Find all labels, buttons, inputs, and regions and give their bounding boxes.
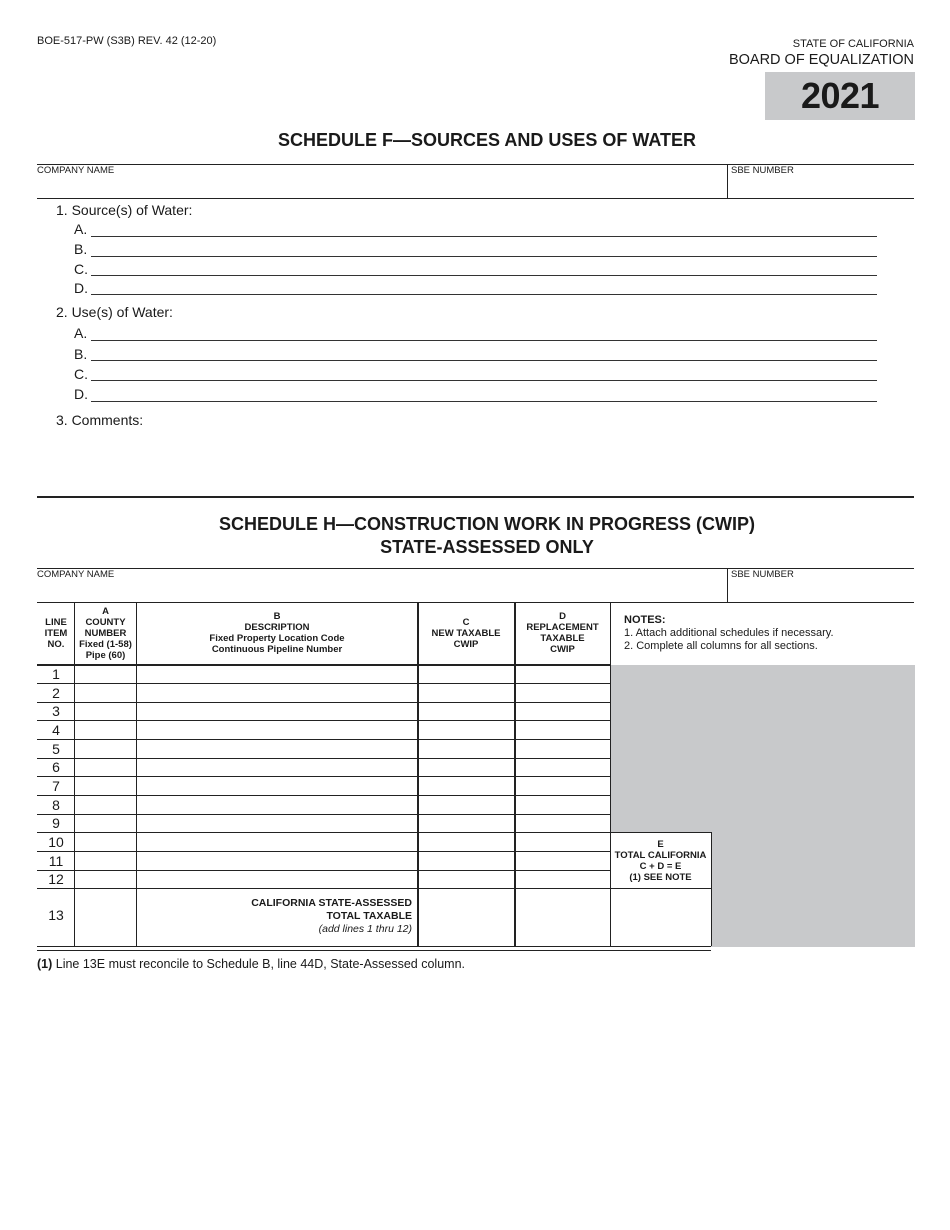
footnote: (1) Line 13E must reconcile to Schedule B, line 44D, State-Assessed column. <box>37 957 466 971</box>
q2-line-b[interactable] <box>91 360 877 361</box>
q2-line-d[interactable] <box>91 401 877 402</box>
company-name-label-h: COMPANY NAME <box>37 569 115 580</box>
q2-label: 2. Use(s) of Water: <box>56 304 173 320</box>
row-number: 6 <box>52 759 60 775</box>
schedule-h-title: SCHEDULE H—CONSTRUCTION WORK IN PROGRESS (CWIP) <box>218 514 755 534</box>
notes-title: NOTES: <box>624 614 666 626</box>
row-number: 4 <box>52 722 60 738</box>
q2-line-a[interactable] <box>91 340 877 341</box>
q1-line-d[interactable] <box>91 294 877 295</box>
company-name-field-f[interactable] <box>38 176 726 196</box>
col-a-header: A COUNTY NUMBER Fixed (1-58) Pipe (60) <box>79 606 132 661</box>
col-d-header: D REPLACEMENT TAXABLE CWIP <box>526 611 599 655</box>
row-number: 2 <box>52 685 60 701</box>
sbe-number-field-f[interactable] <box>730 176 912 196</box>
row-number-13: 13 <box>48 907 64 923</box>
q2-letter-c: C. <box>74 366 88 382</box>
schedule-f-title: SCHEDULE F—SOURCES AND USES OF WATER <box>277 130 697 150</box>
col-e-header: E TOTAL CALIFORNIA C + D = E (1) SEE NOTE <box>614 839 707 883</box>
q1-letter-c: C. <box>74 261 88 277</box>
year-badge: 2021 <box>765 72 915 120</box>
row-number: 5 <box>52 741 60 757</box>
q3-label: 3. Comments: <box>56 412 144 428</box>
row-number: 7 <box>52 778 60 794</box>
col-c-header: C NEW TAXABLE CWIP <box>431 617 501 650</box>
row-number: 1 <box>52 666 60 682</box>
total-e-cell[interactable] <box>611 889 710 945</box>
col-b-header: B DESCRIPTION Fixed Property Location Code Continuous Pipeline Number <box>209 611 345 655</box>
sbe-number-label-h: SBE NUMBER <box>731 569 794 580</box>
q1-line-c[interactable] <box>91 275 877 276</box>
board-label: BOARD OF EQUALIZATION <box>728 52 914 68</box>
row-number: 11 <box>48 853 64 869</box>
q2-letter-b: B. <box>74 346 88 362</box>
sbe-number-label-f: SBE NUMBER <box>731 165 794 176</box>
q1-label: 1. Source(s) of Water: <box>56 202 193 218</box>
q1-line-b[interactable] <box>91 256 877 257</box>
total-d-cell[interactable] <box>516 889 609 945</box>
total-taxable-label: CALIFORNIA STATE-ASSESSED TOTAL TAXABLE (add lines 1 thru 12) <box>251 897 412 935</box>
total-c-cell[interactable] <box>418 889 513 945</box>
q1-line-a[interactable] <box>91 236 877 237</box>
state-label: STATE OF CALIFORNIA <box>792 38 914 50</box>
comments-area[interactable] <box>74 430 914 490</box>
note-1: 1. Attach additional schedules if necessary. <box>624 627 834 639</box>
company-name-field-h[interactable] <box>38 580 726 600</box>
q1-letter-d: D. <box>74 280 88 296</box>
shaded-area-right <box>711 832 915 947</box>
row-number: 10 <box>48 834 64 850</box>
shaded-area-top <box>610 665 915 833</box>
col-line-header: LINE ITEM NO. <box>44 617 68 650</box>
q1-letter-b: B. <box>74 241 88 257</box>
form-number: BOE-517-PW (S3B) REV. 42 (12-20) <box>37 35 217 47</box>
schedule-h-subtitle: STATE-ASSESSED ONLY <box>380 537 594 557</box>
q1-letter-a: A. <box>74 221 88 237</box>
q2-letter-d: D. <box>74 386 88 402</box>
note-2: 2. Complete all columns for all sections. <box>624 640 818 652</box>
company-name-label-f: COMPANY NAME <box>37 165 115 176</box>
notes-block <box>624 614 834 653</box>
row-number: 9 <box>52 815 60 831</box>
q2-letter-a: A. <box>74 325 88 341</box>
q2-line-c[interactable] <box>91 380 877 381</box>
row-number: 8 <box>52 797 60 813</box>
row-number: 3 <box>52 703 60 719</box>
row-number: 12 <box>48 871 64 887</box>
sbe-number-field-h[interactable] <box>730 580 912 600</box>
